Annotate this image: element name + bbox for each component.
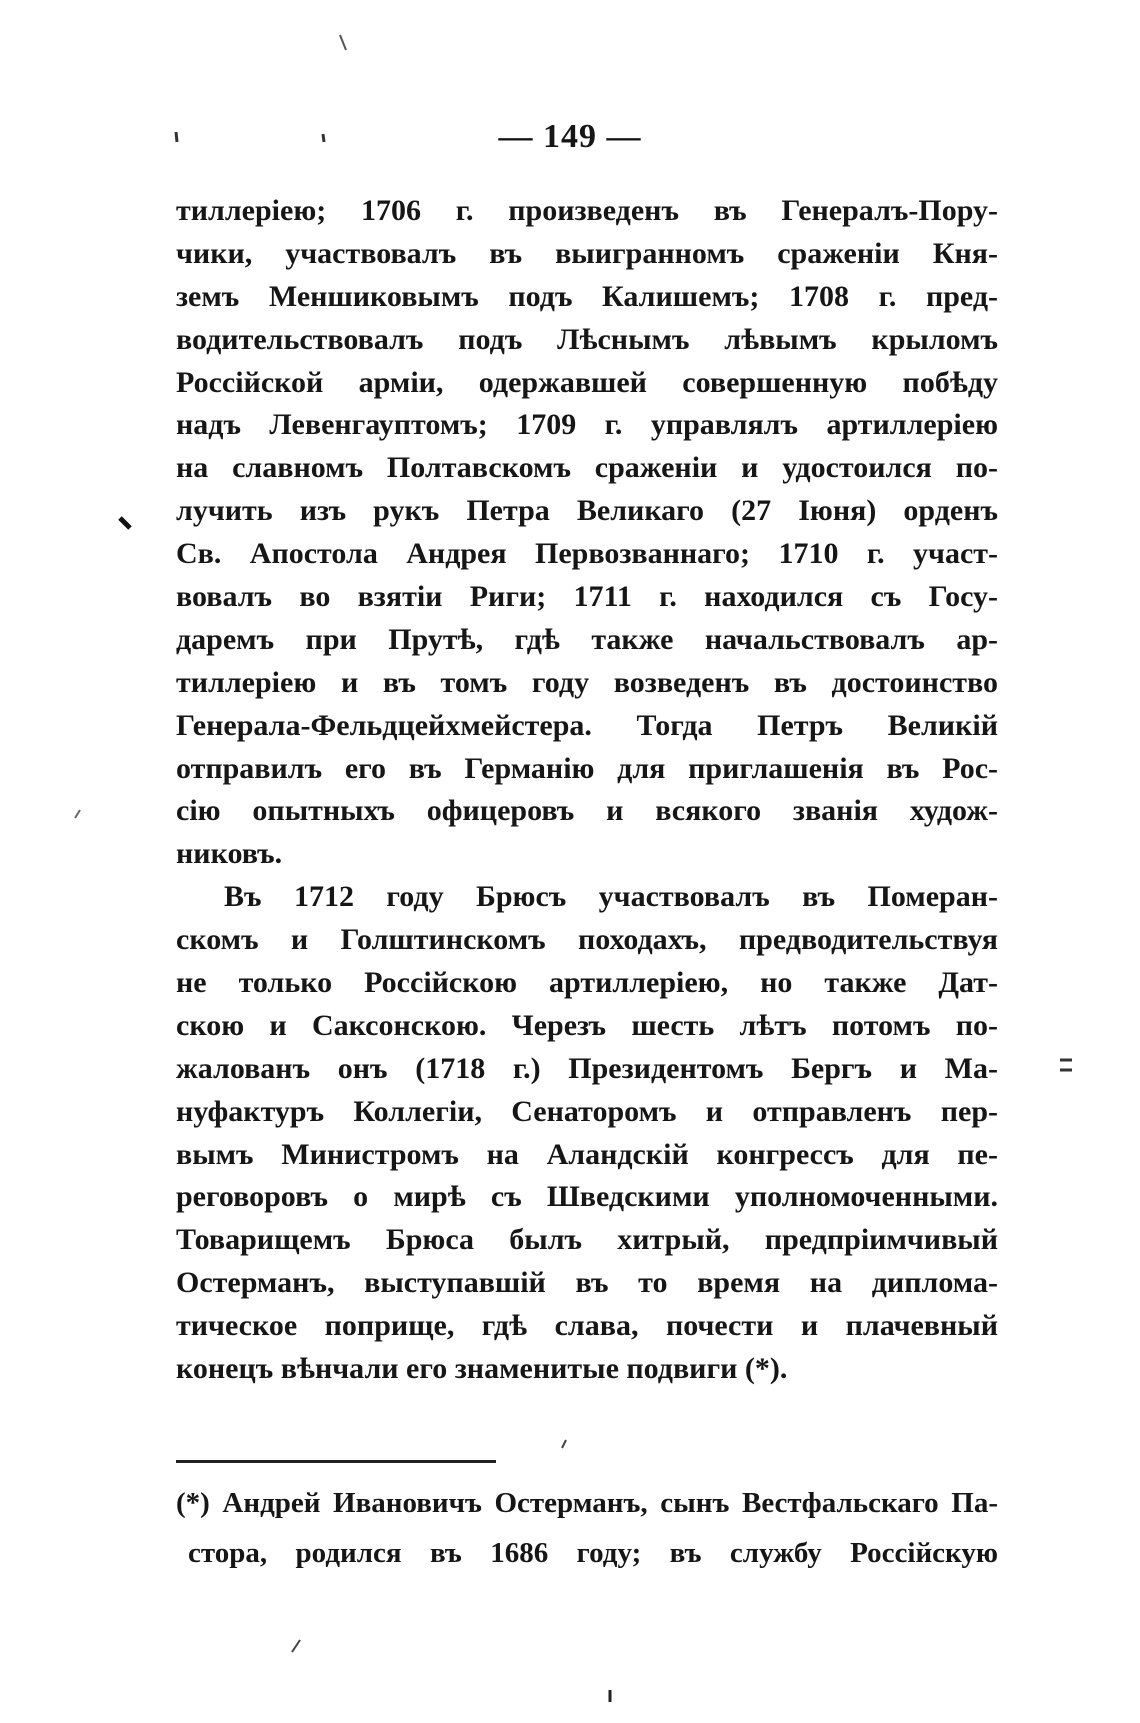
text-line: Россійской арміи, одержавшей совершенную побѣду <box>176 365 998 399</box>
text-line: тиллеріею; 1706 г. произведенъ въ Генералъ-Пору- <box>176 194 998 227</box>
text-line: отправилъ его въ Германію для приглашенія въ Рос- <box>176 751 998 785</box>
speck <box>340 35 346 50</box>
text-line: Св. Апостола Андрея Первозваннаго; 1710 г. участ- <box>176 537 998 571</box>
footnote-separator <box>176 1460 496 1463</box>
text-line: надъ Левенгауптомъ; 1709 г. управлялъ артиллеріею <box>176 408 998 442</box>
footnote <box>176 1478 998 1578</box>
text-line: не только Россійскою артиллеріею, но также Дат- <box>176 966 998 1000</box>
text-line: на славномъ Полтавскомъ сраженіи и удостоился по- <box>176 451 998 485</box>
main-text <box>176 190 998 1391</box>
speck <box>562 1440 566 1448</box>
text-line: жалованъ онъ (1718 г.) Президентомъ Бергъ и Ма- <box>176 1051 998 1085</box>
text-line: Остерманъ, выступавшій въ то время на диплома- <box>176 1266 998 1300</box>
text-line: скою и Саксонскою. Черезъ шесть лѣтъ потомъ по- <box>176 1008 998 1042</box>
text-line: вымъ Министромъ на Аландскій конгрессъ для пе- <box>176 1137 998 1171</box>
speck <box>75 810 80 818</box>
text-line: конецъ вѣнчали его знаменитые подвиги (*). <box>176 1352 788 1386</box>
text-line: земъ Меншиковымъ подъ Калишемъ; 1708 г. пред- <box>176 279 998 313</box>
footnote-line: стора, родился въ 1686 году; въ службу Россійскую <box>188 1537 998 1569</box>
text-line: реговоровъ о мирѣ съ Шведскими уполномоченными. <box>176 1180 998 1214</box>
speck <box>120 518 130 528</box>
text-line: лучить изъ рукъ Петра Великаго (27 Іюня) орденъ <box>176 494 998 528</box>
text-line: нуфактуръ Коллегіи, Сенаторомъ и отправленъ пер- <box>176 1094 998 1128</box>
text-line: даремъ при Прутѣ, гдѣ также начальствовалъ ар- <box>176 622 998 656</box>
text-line: сію опытныхъ офицеровъ и всякого званія худож- <box>176 794 998 828</box>
footnote-line: (*) Андрей Ивановичъ Остерманъ, сынъ Вестфальскаго Па- <box>176 1487 998 1519</box>
text-line: тиллеріею и въ томъ году возведенъ въ достоинство <box>176 665 998 699</box>
page-number: — 149 — <box>498 118 642 155</box>
text-line: водительствовалъ подъ Лѣснымъ лѣвымъ крыломъ <box>176 322 998 356</box>
text-line: Товарищемъ Брюса былъ хитрый, предпріимчивый <box>176 1223 998 1257</box>
text-line: скомъ и Голштинскомъ походахъ, предводительствуя <box>176 923 998 957</box>
text-line: вовалъ во взятіи Риги; 1711 г. находился съ Госу- <box>176 580 998 614</box>
paragraph-start: Въ 1712 году Брюсъ участвовалъ въ Померан- <box>224 880 998 914</box>
speck <box>292 1640 300 1652</box>
text-line: никовъ. <box>176 837 283 871</box>
text-line: чики, участвовалъ въ выигранномъ сраженіи Кня- <box>176 236 998 270</box>
text-line: тическое поприще, гдѣ слава, почести и плачевный <box>176 1309 998 1343</box>
text-line: Генерала-Фельдцейхмейстера. Тогда Петръ Великій <box>176 708 998 742</box>
